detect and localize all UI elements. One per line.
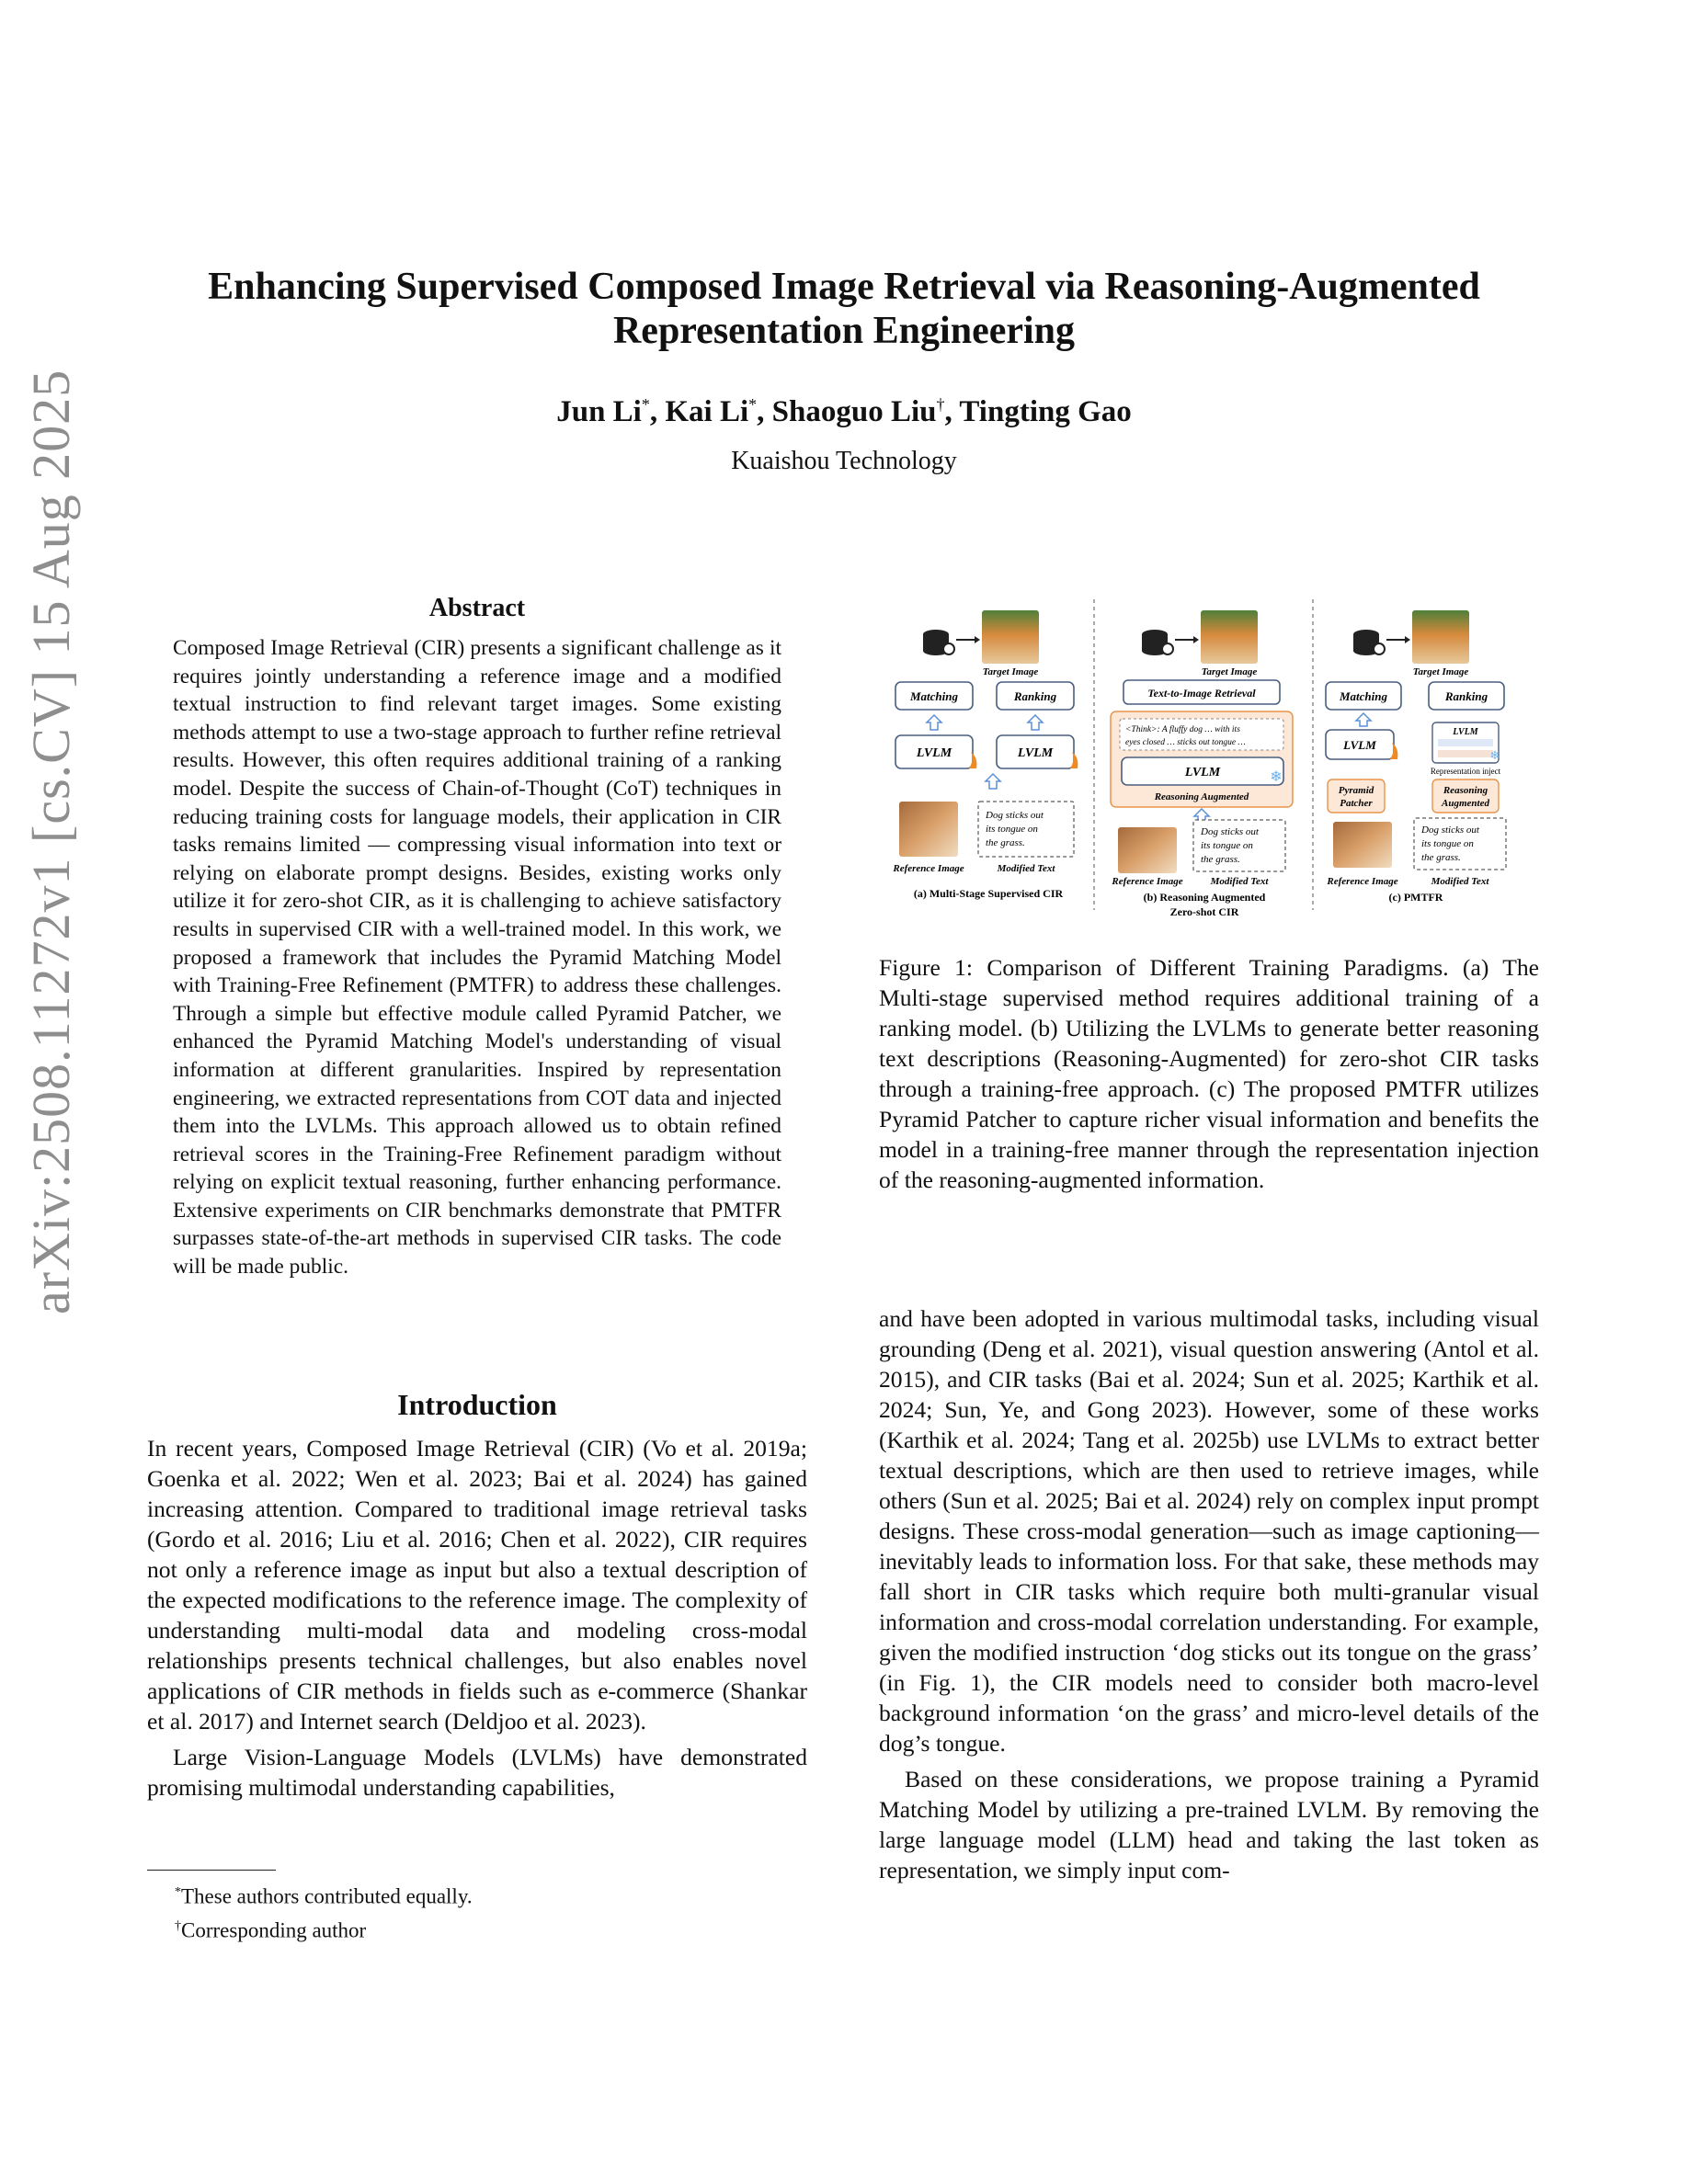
representation-bar xyxy=(1438,739,1493,746)
database-icon xyxy=(1353,630,1385,655)
figure-caption xyxy=(879,952,1539,1195)
modified-text-label: Modified Text xyxy=(997,863,1055,874)
up-arrow-icon xyxy=(1356,713,1371,726)
query-text-line: the grass. xyxy=(986,837,1025,848)
reference-image xyxy=(899,802,958,857)
up-arrow-icon xyxy=(927,715,941,730)
pyramid-patcher-label-2: Patcher xyxy=(1340,798,1373,809)
right-column-body xyxy=(879,1303,1539,1885)
footnotes xyxy=(147,1870,807,1945)
up-arrow-icon xyxy=(986,774,1000,789)
arrow-head-icon xyxy=(1193,636,1199,643)
query-text-line: Dog sticks out xyxy=(1421,825,1479,836)
title-line-2: Representation Engineering xyxy=(612,310,1076,352)
arrow-head-icon xyxy=(1405,636,1410,643)
abstract-section xyxy=(147,594,807,1281)
snowflake-icon: ❄ xyxy=(1270,769,1283,785)
affiliation: Kuaishou Technology xyxy=(731,447,957,475)
footnote-2-text: Corresponding author xyxy=(181,1918,367,1942)
panel-c xyxy=(1326,610,1506,904)
paper-title xyxy=(110,265,1578,353)
right-paragraph-2: Based on these considerations, we propose training a Pyramid Matching Model by utilizing a pre-trained LVLM. By removing the large language model (LLM) head and taking the last token as representation, we simply input com- xyxy=(879,1766,1539,1883)
intro-paragraph-2: Large Vision-Language Models (LVLMs) have demonstrated promising multimodal understanding capabilities, xyxy=(147,1744,807,1801)
representation-bar xyxy=(1438,750,1493,757)
author-name: Tingting Gao xyxy=(959,395,1132,428)
target-image xyxy=(982,610,1039,664)
right-paragraph-1: and have been adopted in various multimodal tasks, including visual grounding (Deng et al. 2021), visual question answering (Antol et al. 2015), and CIR tasks (Bai et al. 2024; Sun et al. 2025; Karthik et al. 2024; Sun, Ye, and Gong 2023). However, some of these works (Karthik et al. 2024; Tang et al. 2025b) use LVLMs to extract better textual descriptions, which are then used to retrieve images, while others (Sun et al. 2025; Bai et al. 2024) rely on complex input prompt designs. These cross-modal generation—such as image captioning—inevitably leads to information loss. For that sake, these methods may fall short in CIR tasks which require both multi-granular visual information and cross-modal correlation understanding. For example, given the modified instruction ‘dog sticks out its tongue on the grass’ (in Fig. 1), the CIR models need to consider both macro-level background information ‘on the grass’ and micro-level details of the dog’s tongue. xyxy=(879,1305,1539,1757)
reference-image xyxy=(1118,827,1177,873)
reasoning-augmented-label-1: Reasoning xyxy=(1443,785,1488,796)
database-icon xyxy=(1142,630,1173,655)
lvlm-label: LVLM xyxy=(1184,766,1221,779)
target-image xyxy=(1412,610,1469,664)
footnote-rule xyxy=(147,1870,276,1871)
author-name: Jun Li xyxy=(556,395,642,428)
query-text-line: its tongue on xyxy=(1201,840,1253,851)
snowflake-icon: ❄ xyxy=(1489,748,1500,762)
ranking-label: Ranking xyxy=(1013,689,1057,703)
intro-paragraph-1: In recent years, Composed Image Retrieval (CIR) (Vo et al. 2019a; Goenka et al. 2022; Wen et al. 2023; Bai et al. 2024) has gained increasing attention. Compared to traditional image retrieval tasks (Gordo et al. 2016; Liu et al. 2016; Chen et al. 2022), CIR requires not only a reference image as input but also a textual description of the expected modifications to the reference image. The complexity of understanding multi-modal data and modeling cross-modal relationships presents technical challenges, but also enables novel applications of CIR methods in fields such as e-commerce (Shankar et al. 2017) and Internet search (Deldjoo et al. 2023). xyxy=(147,1435,807,1735)
title-line-1: Enhancing Supervised Composed Image Retrieval via Reasoning-Augmented xyxy=(208,266,1480,308)
target-image-label: Target Image xyxy=(982,666,1039,677)
query-text-line: Dog sticks out xyxy=(986,810,1044,821)
figure-1 xyxy=(883,588,1526,928)
target-image-label: Target Image xyxy=(1412,666,1469,677)
footnote-1-mark: * xyxy=(175,1885,181,1899)
author-list: Jun Li*, Kai Li*, Shaoguo Liu†, Tingting Gao xyxy=(556,395,1132,428)
modified-text-label: Modified Text xyxy=(1431,876,1489,887)
footnote-1-text: These authors contributed equally. xyxy=(181,1884,473,1908)
target-image-label: Target Image xyxy=(1201,666,1258,677)
author-mark: * xyxy=(641,395,650,414)
query-text-line: the grass. xyxy=(1201,854,1240,865)
think-line: <Think>: A fluffy dog … with its xyxy=(1125,725,1240,734)
panel-a xyxy=(892,610,1078,900)
panel-b-caption-line-2: Zero-shot CIR xyxy=(1169,905,1239,918)
reasoning-augmented-label: Reasoning Augmented xyxy=(1154,791,1249,802)
matching-label: Matching xyxy=(909,689,959,703)
author-mark: † xyxy=(936,395,945,414)
t2i-label: Text-to-Image Retrieval xyxy=(1147,687,1256,700)
query-text-line: its tongue on xyxy=(986,824,1038,835)
author-name: Shaoguo Liu xyxy=(771,395,937,428)
footnote-1 xyxy=(147,1878,807,1912)
up-arrow-icon xyxy=(1028,715,1043,730)
lvlm-label: LVLM xyxy=(1453,727,1478,737)
reasoning-augmented-label-2: Augmented xyxy=(1442,798,1489,809)
author-name: Kai Li xyxy=(665,395,749,428)
footnote-2-mark: † xyxy=(175,1918,181,1933)
arxiv-identifier: arXiv:2508.11272v1 [cs.CV] 15 Aug 2025 xyxy=(21,369,81,1314)
introduction-section xyxy=(147,1388,807,1803)
target-image xyxy=(1201,610,1258,664)
query-text-line: Dog sticks out xyxy=(1201,826,1259,837)
panel-a-caption: (a) Multi-Stage Supervised CIR xyxy=(913,887,1064,900)
matching-label: Matching xyxy=(1339,689,1388,703)
author-mark: * xyxy=(748,395,758,414)
reference-image xyxy=(1333,822,1392,868)
panel-b xyxy=(1111,610,1293,918)
abstract-text: Composed Image Retrieval (CIR) presents a significant challenge as it requires jointly understanding a reference image and a modified textual instruction to find relevant target images. Some existing methods attempt to use a two-stage approach to further refine retrieval results. However, this often requires additional training of a ranking model. Despite the success of Chain-of-Thought (CoT) techniques in reducing training costs for language models, their application in CIR tasks remains limited — compressing visual information into text or relying on elaborate prompt designs. Besides, existing works only utilize it for zero-shot CIR, as it is challenging to achieve satisfactory results in supervised CIR with a well-trained model. In this work, we proposed a framework that includes the Pyramid Matching Model with Training-Free Refinement (PMTFR) to address these challenges. Through a simple but effective module called Pyramid Patcher, we enhanced the Pyramid Matching Model's understanding of visual information at different granularities. Inspired by representation engineering, we extracted representations from COT data and injected them into the LVLMs. This approach allowed us to obtain refined retrieval scores in the Training-Free Refinement paradigm without relying on explicit textual reasoning, further enhancing performance. Extensive experiments on CIR benchmarks demonstrate that PMTFR surpasses state-of-the-art methods in supervised CIR tasks. The code will be made public. xyxy=(173,636,781,1280)
panel-b-caption-line-1: (b) Reasoning Augmented xyxy=(1143,891,1266,904)
database-icon xyxy=(923,630,954,655)
arrow-head-icon xyxy=(975,636,980,643)
query-text-line: the grass. xyxy=(1421,852,1461,863)
abstract-heading: Abstract xyxy=(428,594,526,622)
think-line: eyes closed … sticks out tongue … xyxy=(1125,738,1246,747)
representation-inject-label: Representation inject xyxy=(1430,767,1501,776)
lvlm-label: LVLM xyxy=(1017,746,1054,760)
panel-c-caption: (c) PMTFR xyxy=(1388,891,1443,904)
query-text-line: its tongue on xyxy=(1421,838,1474,849)
reference-image-label: Reference Image xyxy=(893,863,964,874)
reference-image-label: Reference Image xyxy=(1327,876,1398,887)
figure-caption-text: Figure 1: Comparison of Different Training Paradigms. (a) The Multi-stage supervised method requires additional training of a ranking model. (b) Utilizing the LVLMs to generate better reasoning text descriptions (Reasoning-Augmented) for zero-shot CIR tasks through a training-free approach. (c) The proposed PMTFR utilizes Pyramid Patcher to capture richer visual information and benefits the model in a training-free manner through the representation injection of the reasoning-augmented information. xyxy=(879,954,1539,1193)
lvlm-label: LVLM xyxy=(916,746,952,760)
modified-text-label: Modified Text xyxy=(1210,876,1269,887)
ranking-label: Ranking xyxy=(1444,689,1488,703)
lvlm-label: LVLM xyxy=(1343,738,1376,752)
introduction-heading: Introduction xyxy=(397,1388,557,1421)
footnote-2 xyxy=(147,1912,807,1946)
pyramid-patcher-label-1: Pyramid xyxy=(1338,785,1374,796)
reference-image-label: Reference Image xyxy=(1112,876,1183,887)
